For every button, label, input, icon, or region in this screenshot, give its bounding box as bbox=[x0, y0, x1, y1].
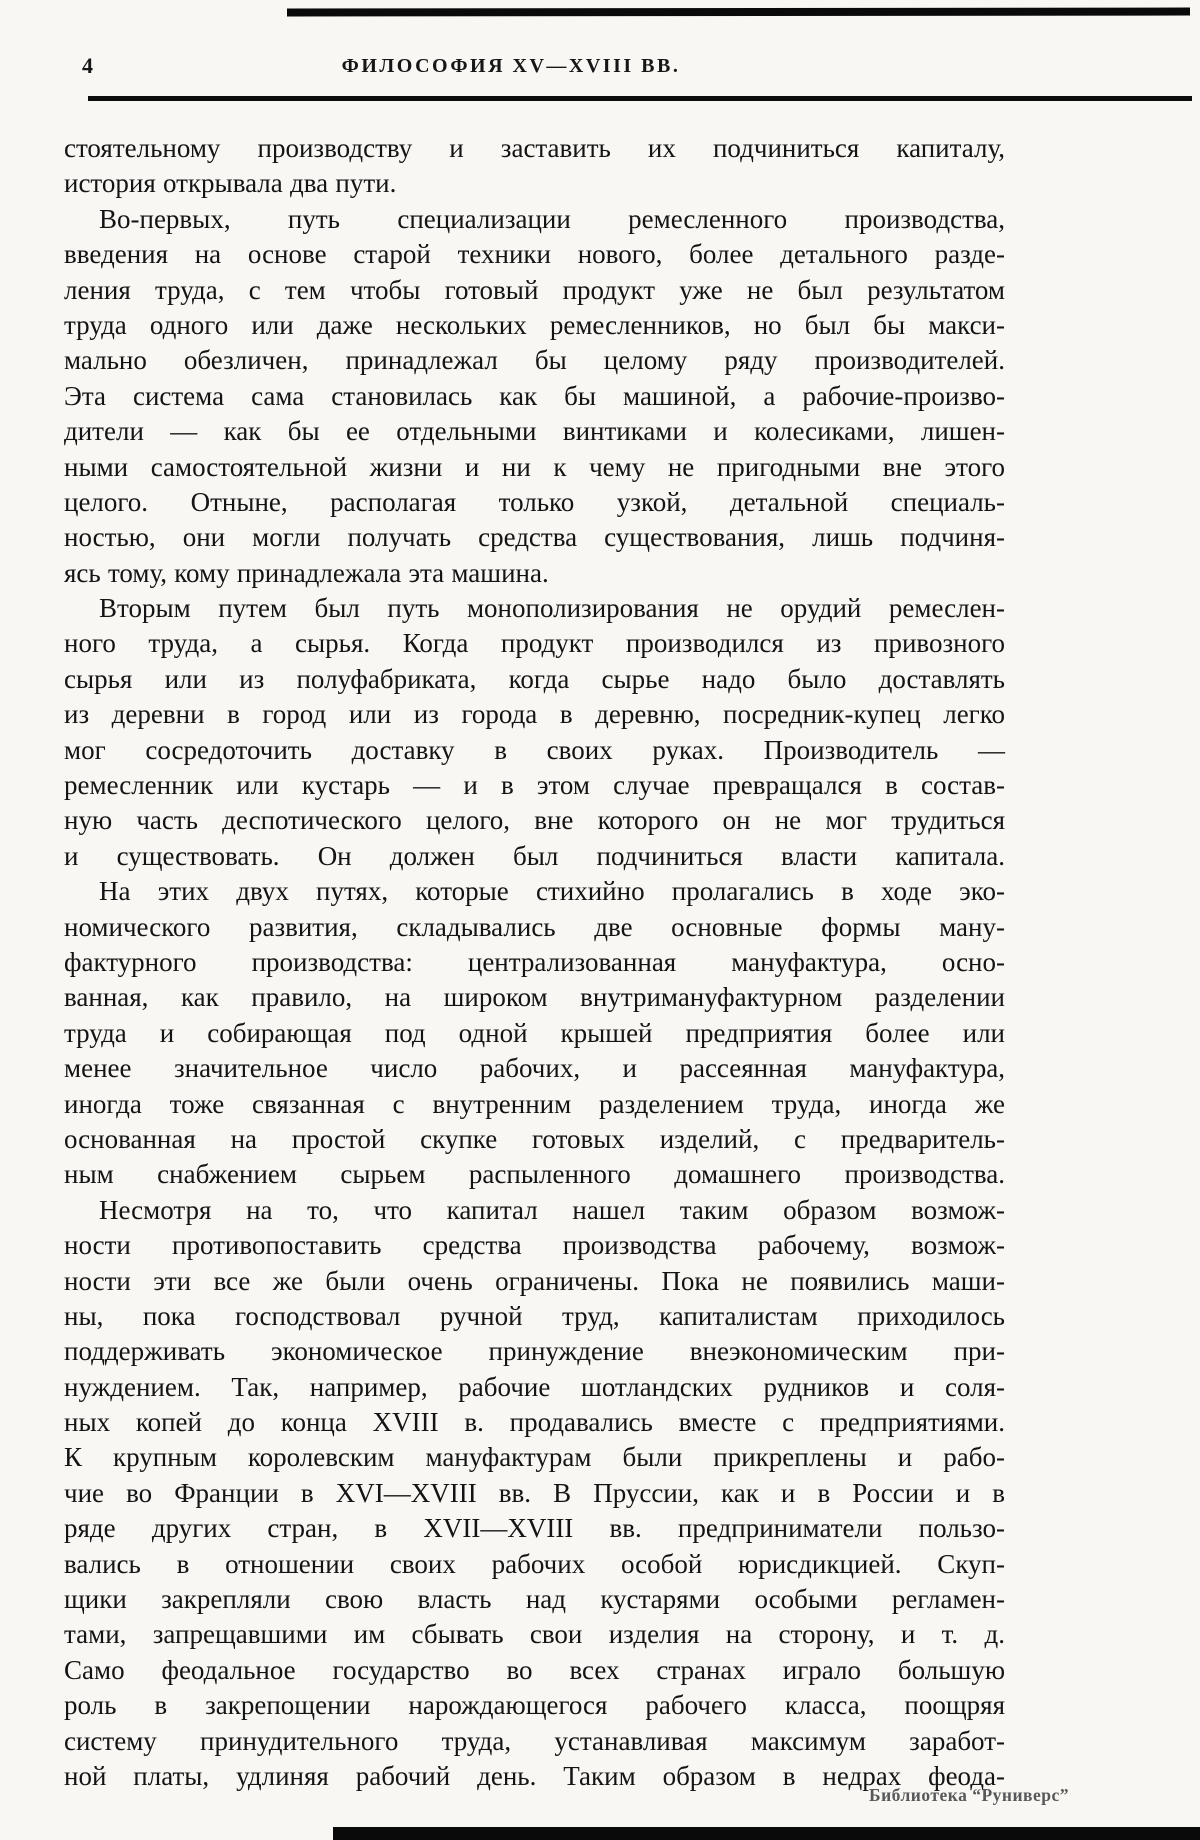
text-line: ную часть деспотического целого, вне которого он не мог трудиться bbox=[64, 805, 1005, 836]
text-line: стоятельному производству и заставить их подчиниться капиталу, bbox=[64, 133, 1005, 163]
text-line: Эта система сама становилась как бы машиной, а рабочие-произво- bbox=[64, 380, 1005, 411]
text-line: фактурного производства: централизованная мануфактура, осно- bbox=[64, 946, 1005, 977]
text-line: ной платы, удлиняя рабочий день. Таким образом в недрах феода- bbox=[64, 1760, 1005, 1791]
scan-artifact-bottom-bar bbox=[333, 1827, 1200, 1840]
text-line: ряде других стран, в XVII—XVIII вв. предприниматели пользо- bbox=[64, 1513, 1005, 1544]
text-line: ностью, они могли получать средства существования, лишь подчиня- bbox=[64, 522, 1005, 553]
text-line: поддерживать экономическое принуждение внеэкономическим при- bbox=[64, 1336, 1005, 1367]
text-line: ны, пока господствовал ручной труд, капиталистам приходилось bbox=[64, 1300, 1005, 1331]
text-line: сырья или из полуфабриката, когда сырье надо было доставлять bbox=[64, 663, 1005, 694]
text-line: ным снабжением сырьем распыленного домашнего производства. bbox=[64, 1159, 1005, 1190]
text-line: менее значительное число рабочих, и рассеянная мануфактура, bbox=[64, 1053, 1005, 1084]
text-line: ясь тому, кому принадлежала эта машина. bbox=[64, 557, 549, 588]
text-line: Во-первых, путь специализации ремесленного производства, bbox=[99, 203, 1005, 234]
text-line: чие во Франции в XVI—XVIII вв. В Пруссии, как и в России и в bbox=[64, 1477, 1005, 1508]
text-line: систему принудительного труда, устанавливая максимум заработ- bbox=[64, 1725, 1005, 1756]
text-line: мально обезличен, принадлежал бы целому ряду производителей. bbox=[64, 345, 1005, 376]
text-line: ванная, как правило, на широком внутримануфактурном разделении bbox=[64, 982, 1005, 1013]
scan-artifact-top-bar bbox=[287, 8, 1190, 17]
text-line: ными самостоятельной жизни и ни к чему не пригодными вне этого bbox=[64, 451, 1005, 482]
text-line: номического развития, складывались две основные формы ману- bbox=[64, 911, 1005, 942]
library-watermark: Библиотека “Руниверс” bbox=[869, 1785, 1070, 1805]
text-line: целого. Отныне, располагая только узкой, детальной специаль- bbox=[64, 486, 1005, 517]
text-line: К крупным королевским мануфактурам были прикреплены и рабо- bbox=[64, 1442, 1005, 1473]
text-line: и существовать. Он должен был подчиниться власти капитала. bbox=[64, 840, 1005, 871]
text-block bbox=[64, 131, 1005, 1794]
text-line: Вторым путем был путь монополизирования не орудий ремеслен- bbox=[99, 593, 1005, 624]
text-line: На этих двух путях, которые стихийно пролагались в ходе эко- bbox=[99, 876, 1005, 907]
text-line: труда и собирающая под одной крышей предприятия более или bbox=[64, 1017, 1005, 1048]
text-line: из деревни в город или из города в деревню, посредник-купец легко bbox=[64, 699, 1005, 730]
text-line: роль в закрепощении нарождающегося рабочего класса, поощряя bbox=[64, 1690, 1005, 1721]
text-line: вались в отношении своих рабочих особой юрисдикцией. Скуп- bbox=[64, 1548, 1005, 1579]
running-title: ФИЛОСОФИЯ XV—XVIII ВВ. bbox=[341, 55, 681, 77]
text-line: ных копей до конца XVIII в. продавались вместе с предприятиями. bbox=[64, 1407, 1005, 1438]
text-line: ности противопоставить средства производства рабочему, возмож- bbox=[64, 1230, 1005, 1261]
text-line: ления труда, с тем чтобы готовый продукт уже не был результатом bbox=[64, 274, 1005, 305]
text-line: основанная на простой скупке готовых изделий, с предваритель- bbox=[64, 1123, 1005, 1154]
page-number: 4 bbox=[82, 53, 93, 78]
text-line: Несмотря на то, что капитал нашел таким образом возмож- bbox=[99, 1194, 1005, 1225]
text-line: труда одного или даже нескольких ремесленников, но был бы макси- bbox=[64, 309, 1005, 340]
text-line: Само феодальное государство во всех странах играло большую bbox=[64, 1654, 1005, 1685]
text-line: ности эти все же были очень ограничены. Пока не появились маши- bbox=[64, 1265, 1005, 1296]
text-line: нуждением. Так, например, рабочие шотландских рудников и соля- bbox=[64, 1371, 1005, 1402]
text-line: введения на основе старой техники нового, более детального разде- bbox=[64, 239, 1005, 270]
text-line: тами, запрещавшими им сбывать свои изделия на сторону, и т. д. bbox=[64, 1619, 1005, 1650]
header-rule bbox=[88, 96, 1192, 101]
text-line: мог сосредоточить доставку в своих руках. Производитель — bbox=[64, 734, 1005, 765]
text-line: ремесленник или кустарь — и в этом случае превращался в состав- bbox=[64, 770, 1005, 801]
text-line: дители — как бы ее отдельными винтиками и колесиками, лишен- bbox=[64, 416, 1005, 447]
text-line: иногда тоже связанная с внутренним разделением труда, иногда же bbox=[64, 1088, 1005, 1119]
text-line: история открывала два пути. bbox=[64, 168, 397, 199]
text-line: ного труда, а сырья. Когда продукт производился из привозного bbox=[64, 628, 1005, 659]
text-line: щики закрепляли свою власть над кустарями особыми регламен- bbox=[64, 1584, 1005, 1615]
